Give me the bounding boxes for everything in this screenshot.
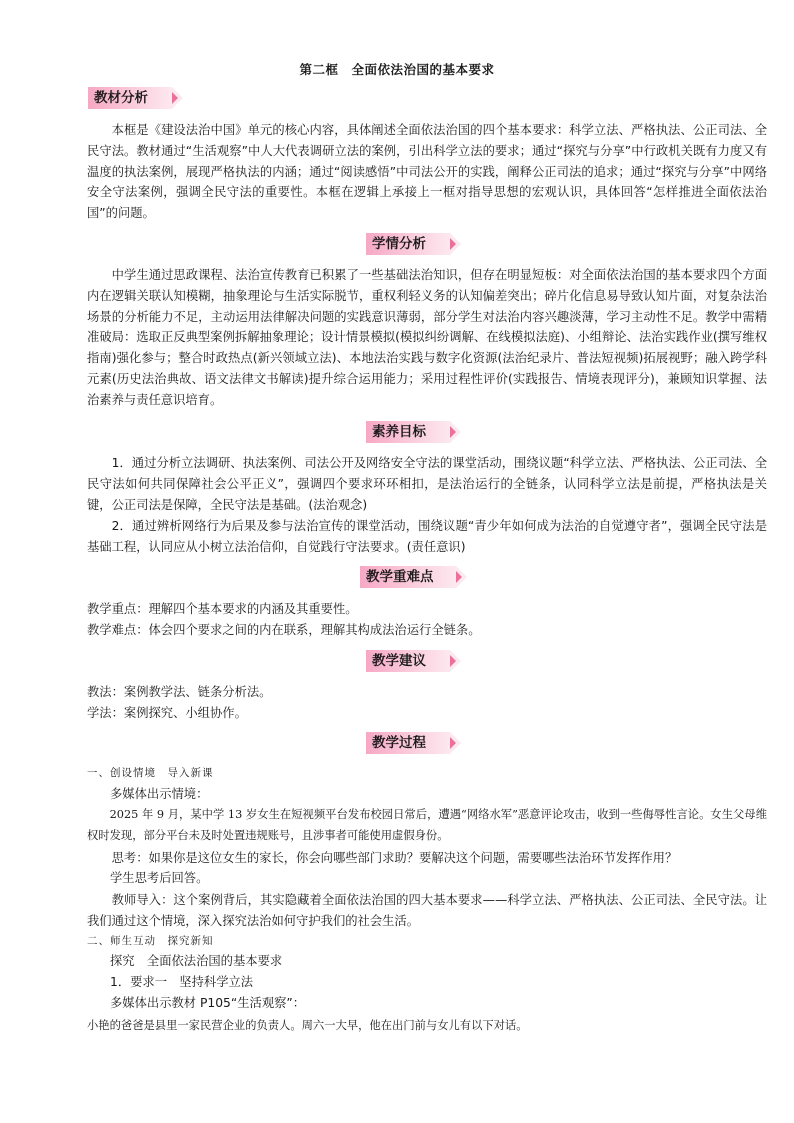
section-tag-suggestions [366,650,450,672]
page-title: 第二框 全面依法治国的基本要求 [299,62,495,77]
arrow-decoration-icon [450,426,456,438]
learn-method: 学法：案例探究、小组协作。 [87,706,247,720]
section-heading: 教学建议 [372,653,426,669]
teach-method: 教法：案例教学法、链条分析法。 [87,685,272,699]
section-heading: 教材分析 [94,90,148,106]
section-heading: 素养目标 [372,424,426,440]
key-focus: 教学重点：理解四个基本要求的内涵及其重要性。 [87,602,358,616]
scenario-text: 2025 年 9 月，某中学 13 岁女生在短视频平台发布校园日常后，遭遇“网络水军”恶意评论攻击，收到一些侮辱性言论。女生父母维权时发现，部分平台未及时处置违规账号，且涉事者可能使用虚假身份。 [87,808,767,842]
media-show-2: 多媒体出示教材 P105“生活观察”： [110,996,306,1010]
section-heading: 学情分析 [372,236,426,252]
explore-title: 探究 全面依法治国的基本要求 [110,954,283,968]
goal-item-2: 2．通过辨析网络行为后果及参与法治宣传的课堂活动，围绕议题“青少年如何成为法治的自觉遵守者”，强调全民守法是基础工程，认同应从小树立法治信仰，自觉践行守法要求。(责任意识) [87,519,767,554]
section-tag-keypoints [360,566,456,588]
key-difficulty: 教学难点：体会四个要求之间的内在联系，理解其构成法治运行全链条。 [87,623,481,637]
media-show: 多媒体出示情境： [110,787,209,801]
section-tag-process [366,732,450,754]
section-heading: 教学重难点 [366,569,434,585]
process-step-1: 一、创设情境 导入新课 [87,767,214,779]
arrow-decoration-icon [450,655,456,667]
think-question: 思考：如果你是这位女生的家长，你会向哪些部门求助？要解决这个问题，需要哪些法治环节发挥作用？ [111,851,678,865]
arrow-decoration-icon [450,737,456,749]
teacher-intro: 教师导入：这个案例背后，其实隐藏着全面依法治国的四大基本要求——科学立法、严格执法、公正司法、全民守法。让我们通过这个情境，深入探究法治如何守护我们的社会生活。 [87,893,767,928]
scenario-text-2: 小艳的爸爸是县里一家民营企业的负责人。周六一大早，他在出门前与女儿有以下对话。 [87,1019,528,1032]
arrow-decoration-icon [172,92,178,104]
goal-item-1: 1．通过分析立法调研、执法案例、司法公开及网络安全守法的课堂活动，围绕议题“科学立法、严格执法、公正司法、全民守法如何共同保障社会公平正义”，强调四个要求环环相扣，是法治运行的全链条，认同科学立法是前提，严格执法是关键，公正司法是保障，全民守法是基础。(法治观念) [87,456,767,512]
student-answer: 学生思考后回答。 [110,871,209,885]
process-step-2: 二、师生互动 探究新知 [87,935,214,947]
section-tag-analysis [88,87,172,109]
analysis-paragraph: 本框是《建设法治中国》单元的核心内容，具体阐述全面依法治国的四个基本要求：科学立法、严格执法、公正司法、全民守法。教材通过“生活观察”中人大代表调研立法的案例，引出科学立法的要求；通过“探究与分享”中行政机关既有力度又有温度的执法案例，展现严格执法的内涵；通过“阅读感悟”中司法公开的实践，阐释公正司法的追求；通过“探究与分享”中网络安全守法案例，强调全民守法的重要性。本框在逻辑上承接上一框对指导思想的宏观认识，具体回答“怎样推进全面依法治国”的问题。 [87,123,767,221]
section-tag-learners [366,233,450,255]
section-tag-goals [366,421,450,443]
arrow-decoration-icon [456,571,462,583]
section-heading: 教学过程 [372,735,426,751]
arrow-decoration-icon [450,238,456,250]
learners-paragraph: 中学生通过思政课程、法治宣传教育已积累了一些基础法治知识，但存在明显短板：对全面依法治国的基本要求四个方面内在逻辑关联认知模糊，抽象理论与生活实际脱节，重权利轻义务的认知偏差突出；碎片化信息易导致认知片面，对复杂法治场景的分析能力不足，主动运用法律解决问题的实践意识薄弱，部分学生对法治内容兴趣淡薄，学习主动性不足。教学中需精准破局：选取正反典型案例拆解抽象理论；设计情景模拟(模拟纠纷调解、在线模拟法庭)、小组辩论、法治实践作业(撰写维权指南)强化参与；整合时政热点(新兴领域立法)、本地法治实践与数字化资源(法治纪录片、普法短视频)拓展视野；融入跨学科元素(历史法治典故、语文法律文书解读)提升综合运用能力；采用过程性评价(实践报告、情境表现评分)，兼顾知识掌握、法治素养与责任意识培育。 [87,268,767,407]
requirement-1: 1．要求一 坚持科学立法 [110,975,254,989]
